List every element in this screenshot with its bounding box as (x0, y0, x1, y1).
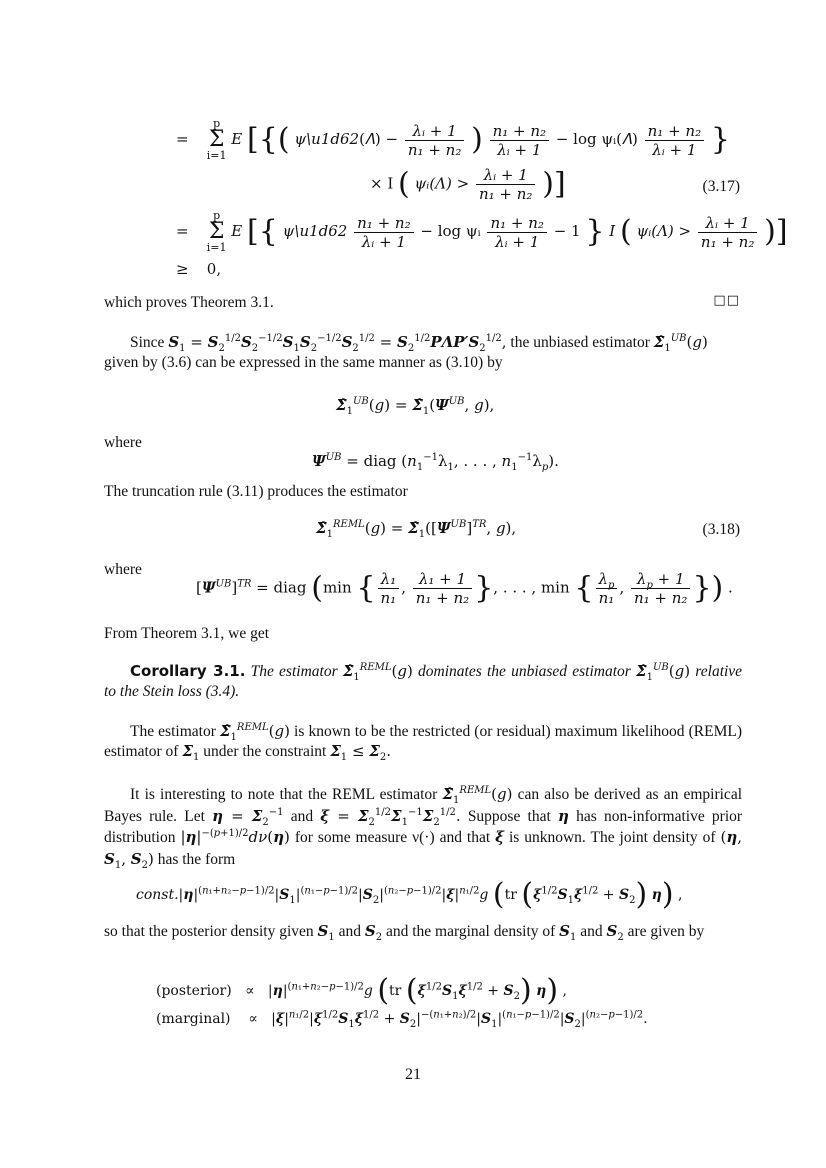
where-1-text: where (104, 434, 142, 451)
posterior-text-are: are (627, 923, 647, 940)
empirical-bayes-paragraph: It is interesting to note that the REML estimator $\Sigmâ_1^{REML}(g)$ can also be derived as an empirical Bayes rule. Let $\eta = \Sigma_2^{-1}$ and $\xi = \Sigma_2^{1/2}\Sigma_1^{-1}\Sigma_2^{1/2}$. Suppose that η has non-informative prior distribution $|\eta|^{-(p+1)/2}d\nu(\eta)$ for some measure ν(·) and that ξ is unknown. The joint density of (η, $S_1$, $S_2$) has the form (104, 785, 743, 871)
relation-geq: ≥ (176, 260, 189, 278)
sum-lower: i=1 (206, 149, 227, 162)
proves-text: which proves Theorem 3.1. (104, 294, 274, 311)
relation-equals-2: = (176, 222, 189, 240)
since-text-c: given by (3.6) can be expressed in the same manner as (3.10) by (104, 353, 503, 371)
fraction-3-num: n₁ + n₂ (645, 122, 704, 141)
fraction-2 (490, 122, 549, 159)
fraction-6-num: n₁ + n₂ (487, 214, 546, 233)
where-2-text: where (104, 561, 142, 578)
interest-text-e: Suppose that (467, 807, 551, 825)
since-text-b: the unbiased estimator (506, 334, 654, 351)
interest-text-b: can also be derived as (517, 786, 659, 803)
fraction-5 (354, 214, 413, 251)
fraction-5-den: λᵢ + 1 (361, 232, 406, 251)
page-number: 21 (405, 1066, 421, 1083)
fraction-1-den: n₁ + n₂ (407, 140, 462, 159)
since-paragraph: Since $S_1 = S_2^{1/2}S_2^{-1/2}S_1S_2^{-1/2}S_2^{1/2} = S_2^{1/2}P\Lambda P'S_2^{1/2}$, the unbiased estimator $\Sigmâ_1^{UB}(g)$ given by (3.6) can be expressed in the same manner as (3.10) by (104, 333, 708, 371)
expr-psi-gt: ψᵢ(𝛬) > (414, 174, 470, 193)
fraction-5-num: n₁ + n₂ (354, 214, 413, 233)
summation-1: p Σ i=1 (206, 117, 227, 162)
expr-minus-one: − 1 (553, 222, 581, 240)
proof-end-line (104, 293, 742, 313)
interest-text-j: unknown. The joint density of (524, 829, 716, 846)
posterior-text-and: and (338, 923, 362, 940)
where-1 (104, 433, 742, 453)
equation-psi-tr: $[\Psi^{UB}]^{TR}$ = diag (min { $\frac{\text{λ₁}}{\text{n₁}}$ , $\frac{\text{λ₁ + 1}}{\text{n₁ + n₂}}$ }, . . . , min { $\frac{\lambda_p}{\text{n₁}}$ , $\frac{\lambda_p + 1}{\text{n₁ + n₂}}$ }) . (196, 570, 733, 607)
corollary-text-a: The estimator (250, 663, 338, 680)
summation-2: p Σ i=1 (206, 209, 227, 254)
reml-text-b: is known to be the restricted (or residual) maximum likelihood (294, 723, 685, 740)
from-theorem-text: From Theorem 3.1, we get (104, 625, 270, 642)
fraction-7 (698, 214, 757, 251)
fraction-4-num: λᵢ + 1 (476, 166, 535, 185)
interest-text-d: and (290, 807, 314, 825)
fraction-4 (476, 166, 535, 203)
fraction-1 (405, 122, 464, 159)
posterior-text-intro: so that the posterior density given (104, 923, 314, 940)
posterior-label: (posterior) (156, 983, 232, 999)
truncation-line (104, 482, 742, 502)
expr-indicator: I (609, 222, 616, 240)
expr-psi-gt-2: ψᵢ(𝛬) > (636, 222, 692, 240)
fraction-7-den: n₁ + n₂ (700, 232, 755, 251)
posterior-paragraph: so that the posterior density given $S_1$ and $S_2$ and the marginal density of $S_1$ and $S_2$ are given by (104, 922, 705, 943)
fraction-7-num: λᵢ + 1 (698, 214, 757, 233)
fraction-6-den: λᵢ + 1 (495, 232, 540, 251)
interest-text-h: for some measure ν(·) and that (294, 829, 491, 846)
from-theorem-line (104, 624, 742, 644)
fraction-1-num: λᵢ + 1 (405, 122, 464, 141)
truncation-text: The truncation rule (3.11) produces the estimator (104, 483, 408, 500)
derivation-line-2: × I ( ψᵢ(𝛬) > $\frac{\text{λᵢ + 1}}{\text{n₁ + n₂}}$ )] (370, 166, 566, 203)
qed-symbol: □□ (713, 293, 740, 308)
equation-joint-density: $const.|\eta|^{(n_1+n_2-p-1)/2}|S_1|^{(n_1-p-1)/2}|S_2|^{(n_2-p-1)/2}|\xi|^{n_1/2}g$ (tr $(\xi^{1/2}S_1\xi^{1/2} + S_2)$ η) , (136, 877, 683, 912)
interest-text-g: non-informative prior distribution (104, 807, 743, 846)
expr-zero: 0, (206, 260, 222, 278)
interest-text-k: has the form (157, 850, 236, 868)
fraction-2-den: λᵢ + 1 (497, 140, 542, 159)
expr-log: − log ψᵢ(𝛬) (555, 130, 638, 148)
corollary-title: Corollary 3.1. (130, 662, 246, 680)
reml-text-c: (REML) estimator of (104, 723, 743, 760)
propto-symbol-2: ∝ (248, 1011, 258, 1027)
relation-equals: = (176, 130, 189, 148)
fraction-6 (487, 214, 546, 251)
given-by-text: given by (650, 923, 705, 940)
derivation-line-1: = p Σ i=1 E [{( ψ\u1d62(𝛬) − $\frac{\text{λᵢ + 1}}{\text{n₁ + n₂}}$ ) $\frac{\text{n₁ + n₂}}{\text{λᵢ + 1}}$ − log ψᵢ(𝛬) $\frac{\text{n₁ + n₂}}{\text{λᵢ + 1}}$ } (176, 117, 730, 162)
corollary-text-b: dominates the unbiased estimator (418, 663, 631, 680)
fraction-2-num: n₁ + n₂ (490, 122, 549, 141)
interest-text-c: an empirical Bayes rule. Let (104, 786, 742, 825)
posterior-text-and-2: and (580, 923, 603, 940)
fraction-3 (645, 122, 704, 159)
derivation-line-4 (176, 260, 221, 278)
equation-number-318: (3.18) (702, 521, 740, 538)
since-text-a: Since (130, 334, 169, 351)
expr-times-indicator: × I (370, 174, 394, 193)
reml-paragraph: The estimator $\Sigmâ_1^{REML}(g)$ is known to be the restricted (or residual) maximum likelihood (REML) estimator of $\Sigma_1$ under the constraint $\Sigma_1 \le \Sigma_2$. (104, 722, 743, 763)
propto-symbol: ∝ (245, 983, 255, 999)
expr-log-2: − log ψᵢ (420, 222, 481, 240)
corollary-text-c: relative to the Stein loss (3.4). (104, 663, 743, 700)
equation-marginal: (marginal) ∝ $|\xi|^{n_1/2}|\xi^{1/2}S_1\xi^{1/2} + S_2|^{-(n_1+n_2)/2}|S_1|^{(n_1-p-1)/2}|S_2|^{(n_2-p-1)/2}$. (156, 1009, 648, 1030)
expr-psi-minus: (𝛬) − (359, 130, 399, 148)
fraction-3-den: λᵢ + 1 (652, 140, 697, 159)
fraction-4-den: n₁ + n₂ (478, 185, 533, 203)
equation-sigma-ub: $\Sigmâ_1^{UB}(g)$ = $\Sigmâ_1(\Psi^{UB}$, g), (336, 396, 495, 417)
reml-text-d: under the constraint (203, 742, 327, 760)
equation-posterior: (posterior) ∝ $|\eta|^{(n_1+n_2-p-1)/2}g$ (tr $(\xi^{1/2}S_1\xi^{1/2} + S_2)$ η) , (156, 973, 567, 1008)
sum-upper: p (213, 117, 221, 130)
derivation-line-3: = p Σ i=1 E [{ ψ\u1d62 $\frac{\text{n₁ + n₂}}{\text{λᵢ + 1}}$ − log ψᵢ $\frac{\text{n₁ + n₂}}{\text{λᵢ + 1}}$ − 1 } I ( ψᵢ(𝛬) > $\frac{\text{λᵢ + 1}}{\text{n₁ + n₂}}$ )] (176, 209, 788, 254)
equation-number-317: (3.17) (702, 178, 740, 195)
equation-sigma-reml: $\Sigmâ_1^{REML}(g)$ = $\Sigmâ_1([\Psi^{UB}]^{TR}$, g), (316, 519, 517, 540)
interest-text-a: It is interesting to note that the REML estimator (130, 786, 438, 803)
reml-text-a: The estimator (130, 723, 216, 740)
interest-text-f: has (576, 807, 597, 825)
sum-upper-2: p (213, 209, 221, 222)
equation-psi-ub: $\Psi^{UB}$ = diag ($n_1^{-1}\lambda_1$, . . . , $n_1^{-1}\lambda_p$). (312, 452, 559, 473)
corollary-3-1: Corollary 3.1. The estimator $\Sigmâ_1^{REML}(g)$ dominates the unbiased estimator $\Sigmâ_1^{UB}(g)$ relative to the Stein loss (3.4). (104, 662, 743, 700)
interest-text-i: is (508, 829, 520, 846)
posterior-text-mid: and the marginal density of (385, 923, 556, 940)
marginal-label: (marginal) (156, 1011, 231, 1027)
sum-lower-2: i=1 (206, 241, 227, 254)
